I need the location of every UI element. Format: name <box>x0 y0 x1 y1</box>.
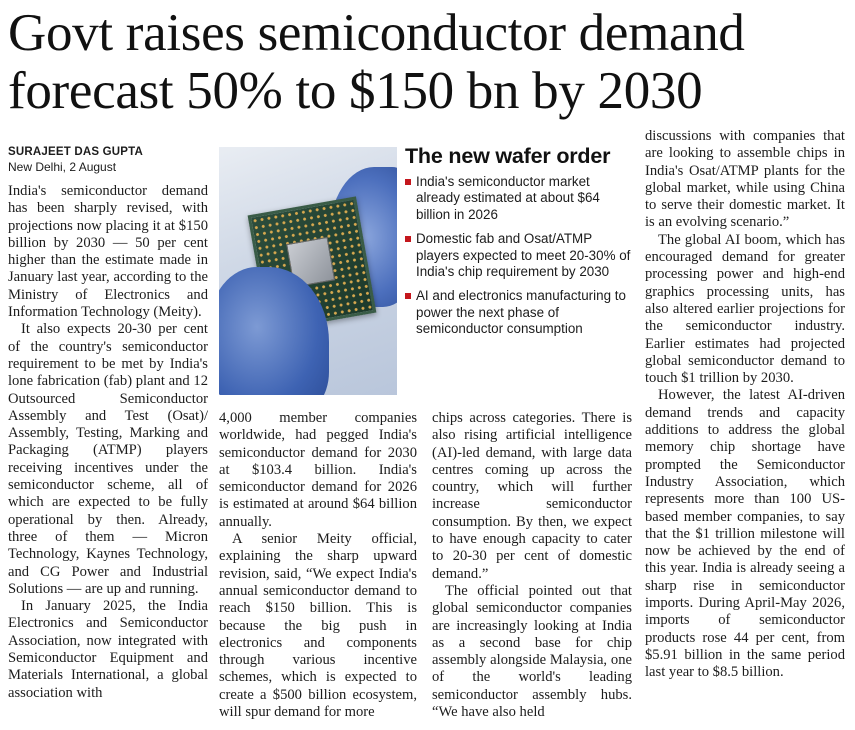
paragraph: The official pointed out that global semiconductor companies are increasingly looking at India as a second base for chip assembly alongside Malaysia, one of the world's leading semiconductor assembly hubs. “We have also held <box>432 582 632 721</box>
infobox-list <box>405 174 633 338</box>
headline: Govt raises semiconductor demand forecast 50% to $150 bn by 2030 <box>8 4 745 120</box>
paragraph: chips across categories. There is also rising artificial intelligence (AI)-led demand, with large data centres coming up across the country, which will further increase semiconductor consumption. By then, we expect to have enough capacity to cater to 20-30 per cent of domestic demand.” <box>432 410 632 582</box>
infobox-bullet <box>405 288 633 337</box>
article-column-4 <box>645 128 845 682</box>
bullet-text: India's semiconductor market already estimated at about $64 billion in 2026 <box>416 174 600 222</box>
article-column-1 <box>8 145 208 702</box>
article-column-2 <box>219 410 417 721</box>
paragraph: India's semiconductor demand has been sharply revised, with projections now placing it at $150 billion by 2030 — 50 per cent higher than the estimate made in January last year, according to the Ministry of Electronics and Information Technology (Meity). <box>8 183 208 321</box>
paragraph: It also expects 20-30 per cent of the country's semiconductor requirement to be met by India's lone fabrication (fab) plant and 12 Outsourced Semiconductor Assembly and Test (Osat)/ Assembly, Testing, Marking and Packaging (ATMP) players receiving incentives under the semiconductor scheme, all of which are expected to be fully operational by then. Already, three of them — Micron Technology, Kaynes Technology, and CG Power and Industrial Solutions — are up and running. <box>8 321 208 597</box>
infobox-bullet <box>405 231 633 280</box>
byline-author: SURAJEET DAS GUPTA <box>8 146 144 158</box>
infobox-title: The new wafer order <box>405 144 611 168</box>
chip-photo <box>219 147 397 395</box>
bullet-text: AI and electronics manufacturing to power the next phase of semiconductor consumption <box>416 288 626 337</box>
bullet-square-icon <box>405 293 411 299</box>
paragraph: 4,000 member companies worldwide, had pegged India's semiconductor demand for 2030 at $103.4 billion. India's semiconductor demand for 2026 is estimated at around $64 billion annually. <box>219 410 417 530</box>
paragraph: A senior Meity official, explaining the sharp upward revision, said, “We expect India's annual semiconductor demand to reach $150 billion. This is because the big push in electronics and components through various incentive schemes, which is expected to create a $500 billion ecosystem, will spur demand for more <box>219 531 417 721</box>
paragraph: In January 2025, the India Electronics and Semiconductor Association, now integrated with Semiconductor Equipment and Materials International, a global association with <box>8 598 208 701</box>
bullet-square-icon <box>405 236 411 242</box>
bullet-text: Domestic fab and Osat/ATMP players expected to meet 20-30% of India's chip requirement by 2030 <box>416 231 631 280</box>
infobox <box>405 145 633 346</box>
bullet-square-icon <box>405 179 411 185</box>
infobox-bullet <box>405 174 633 223</box>
article-column-3 <box>432 410 632 721</box>
paragraph: discussions with companies that are looking to assemble chips in India's Osat/ATMP plants for the global market, while using China to serve their domestic market. It is an evolving scenario.” <box>645 128 845 231</box>
paragraph: The global AI boom, which has encouraged demand for greater processing power and high-end graphics processing units, has also altered earlier projections for the semiconductor industry. Earlier estimates had projected global semiconductor demand to touch $1 trillion by 2030. <box>645 231 845 387</box>
byline-dateline: New Delhi, 2 August <box>8 160 117 174</box>
paragraph: However, the latest AI-driven demand trends and capacity additions to address the global memory chip shortage have prompted the Semiconductor Industry Association, which represents more than 100 US-based member companies, to say that the $1 trillion milestone will now be achieved by the end of this year. India is already seeing a sharp rise in semiconductor imports. During April-May 2026, imports of semiconductor products rose 44 per cent, from $5.91 billion in the same period last year to $8.5 billion. <box>645 387 845 681</box>
